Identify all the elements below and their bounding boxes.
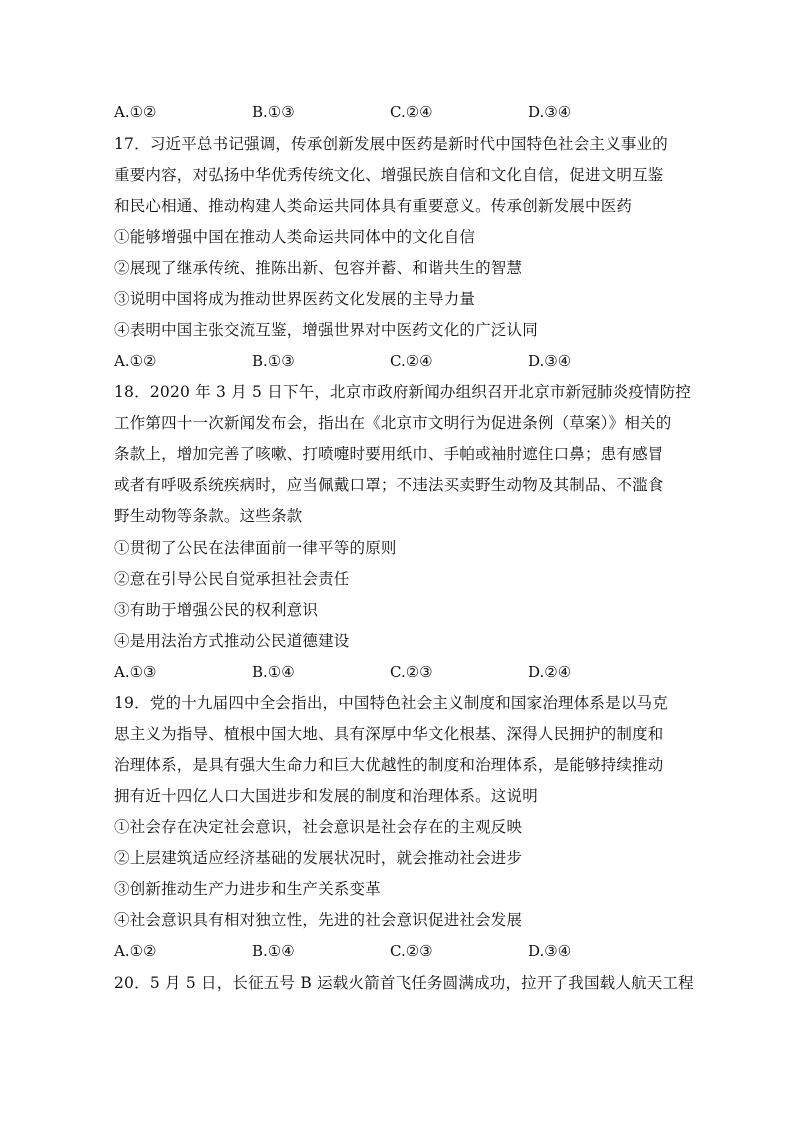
q18-statement-3: ③有助于增强公民的权利意识: [114, 601, 319, 619]
q18-options: [114, 662, 614, 682]
q18-stem-line-1: 18．2020 年 3 月 5 日下午，北京市政府新闻办组织召开北京市新冠肺炎疫情防控: [114, 383, 692, 401]
q17-stem-line-3: 和民心相通、推动构建人类命运共同体具有重要意义。传承创新发展中医药: [114, 197, 633, 215]
q16-options: [114, 102, 614, 122]
q19-option-a: A.①②: [114, 942, 157, 960]
q16-option-d: D.③④: [528, 103, 572, 121]
q17-statement-3: ③说明中国将成为推动世界医药文化发展的主导力量: [114, 290, 476, 308]
q17-statement-2: ②展现了继承传统、推陈出新、包容并蓄、和谐共生的智慧: [114, 259, 523, 277]
q19-option-c: C.②③: [390, 942, 433, 960]
q17-stem-line-2: 重要内容，对弘扬中华优秀传统文化、增强民族自信和文化自信，促进文明互鉴: [114, 166, 664, 184]
q17-stem-line-1: 17．习近平总书记强调，传承创新发展中医药是新时代中国特色社会主义事业的: [114, 135, 668, 153]
q17-statement-1: ①能够增强中国在推动人类命运共同体中的文化自信: [114, 228, 476, 246]
q19-stem-line-1: 19．党的十九届四中全会指出，中国特色社会主义制度和国家治理体系是以马克: [114, 694, 668, 712]
q17-option-a: A.①②: [114, 352, 157, 370]
q19-stem-line-3: 治理体系，是具有强大生命力和巨大优越性的制度和治理体系，是能够持续推动: [114, 756, 664, 774]
q18-stem-line-3: 条款上，增加完善了咳嗽、打喷嚏时要用纸巾、手帕或袖肘遮住口鼻；患有感冒: [114, 445, 664, 463]
q19-statement-2: ②上层建筑适应经济基础的发展状况时，就会推动社会进步: [114, 849, 523, 867]
q18-statement-2: ②意在引导公民自觉承担社会责任: [114, 570, 350, 588]
q18-option-b: B.①④: [252, 663, 295, 681]
q16-option-c: C.②④: [390, 103, 433, 121]
q18-stem-line-2: 工作第四十一次新闻发布会，指出在《北京市文明行为促进条例（草案）》相关的: [114, 414, 672, 432]
q17-statement-4: ④表明中国主张交流互鉴，增强世界对中医药文化的广泛认同: [114, 321, 538, 339]
q19-statement-4: ④社会意识具有相对独立性，先进的社会意识促进社会发展: [114, 911, 523, 929]
q19-stem-line-4: 拥有近十四亿人口大国进步和发展的制度和治理体系。这说明: [114, 787, 538, 805]
q16-option-a: A.①②: [114, 103, 157, 121]
q17-option-d: D.③④: [528, 352, 572, 370]
q19-option-d: D.③④: [528, 942, 572, 960]
q18-option-d: D.②④: [528, 663, 572, 681]
q16-option-b: B.①③: [252, 103, 295, 121]
q19-option-b: B.①④: [252, 942, 295, 960]
q18-stem-line-5: 野生动物等条款。这些条款: [114, 507, 303, 525]
q18-option-a: A.①③: [114, 663, 157, 681]
q18-statement-1: ①贯彻了公民在法律面前一律平等的原则: [114, 539, 397, 557]
q18-option-c: C.②③: [390, 663, 433, 681]
q19-statement-1: ①社会存在决定社会意识，社会意识是社会存在的主观反映: [114, 818, 523, 836]
q18-stem-line-4: 或者有呼吸系统疾病时，应当佩戴口罩；不违法买卖野生动物及其制品、不滥食: [114, 476, 664, 494]
q17-options: [114, 351, 614, 371]
q19-stem-line-2: 思主义为指导、植根中国大地、具有深厚中华文化根基、深得人民拥护的制度和: [114, 725, 664, 743]
q17-option-b: B.①③: [252, 352, 295, 370]
q18-statement-4: ④是用法治方式推动公民道德建设: [114, 632, 350, 650]
q19-statement-3: ③创新推动生产力进步和生产关系变革: [114, 880, 381, 898]
q19-options: [114, 941, 614, 961]
q17-option-c: C.②④: [390, 352, 433, 370]
q20-stem-line-1: 20．5 月 5 日，长征五号 B 运载火箭首飞任务圆满成功，拉开了我国载人航天工程: [114, 974, 694, 992]
